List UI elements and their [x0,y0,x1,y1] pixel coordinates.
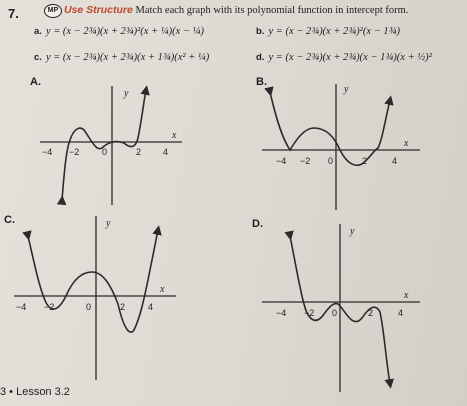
tick-label: 4 [148,302,154,312]
equation-text: y = (x − 2¾)(x + 2¾)²(x + ¼)(x − ¼) [45,26,205,37]
tick-label: −2 [300,156,311,166]
graph-a-label: A. [30,76,41,88]
heading-text: Match each graph with its polynomial function in intercept form. [132,5,409,16]
heading-accent: Use Structure [64,4,133,16]
graph-d-label: D. [252,218,263,230]
y-axis-letter: y [350,226,355,237]
x-axis-letter: x [172,130,177,141]
tick-label: 0 [86,302,92,312]
x-axis-letter: x [160,284,165,295]
mp-badge: MP [44,4,62,18]
x-axis-letter: x [404,138,409,149]
tick-label: −4 [276,308,287,318]
tick-label: 2 [120,302,126,312]
tick-label: −4 [42,147,53,157]
tick-label: 2 [362,156,368,166]
equation-text: y = (x − 2¾)(x + 2¾)²(x − 1¾) [268,26,400,37]
tick-label: 0 [328,156,334,166]
tick-label: −4 [276,156,287,166]
tick-label: −4 [16,302,27,312]
tick-label: 0 [332,308,338,318]
graph-c-label: C. [4,214,15,226]
tick-label: 0 [102,147,108,157]
tick-label: 2 [368,308,374,318]
tick-label: 2 [136,147,142,157]
y-axis-letter: y [124,88,129,99]
tick-label: −2 [304,308,315,318]
equation-label: d. [256,52,265,63]
lesson-footer: 3 • Lesson 3.2 [0,386,70,398]
equation-label: b. [256,26,265,37]
tick-label: 4 [398,308,404,318]
exercise-number: 7. [8,6,19,21]
tick-label: 4 [163,147,169,157]
graph-b-label: B. [256,76,267,88]
tick-label: 4 [392,156,398,166]
tick-label: −2 [69,147,80,157]
equation-label: a. [34,26,42,37]
y-axis-letter: y [344,84,349,95]
equation-text: y = (x − 2¾)(x + 2¾)(x − 1¾)(x + ½)² [268,52,432,63]
y-axis-letter: y [106,218,111,229]
x-axis-letter: x [404,290,409,301]
equation-text: y = (x − 2¾)(x + 2¾)(x + 1¾)(x² + ¼) [45,52,210,63]
equation-label: c. [34,52,42,63]
tick-label: −2 [44,302,55,312]
